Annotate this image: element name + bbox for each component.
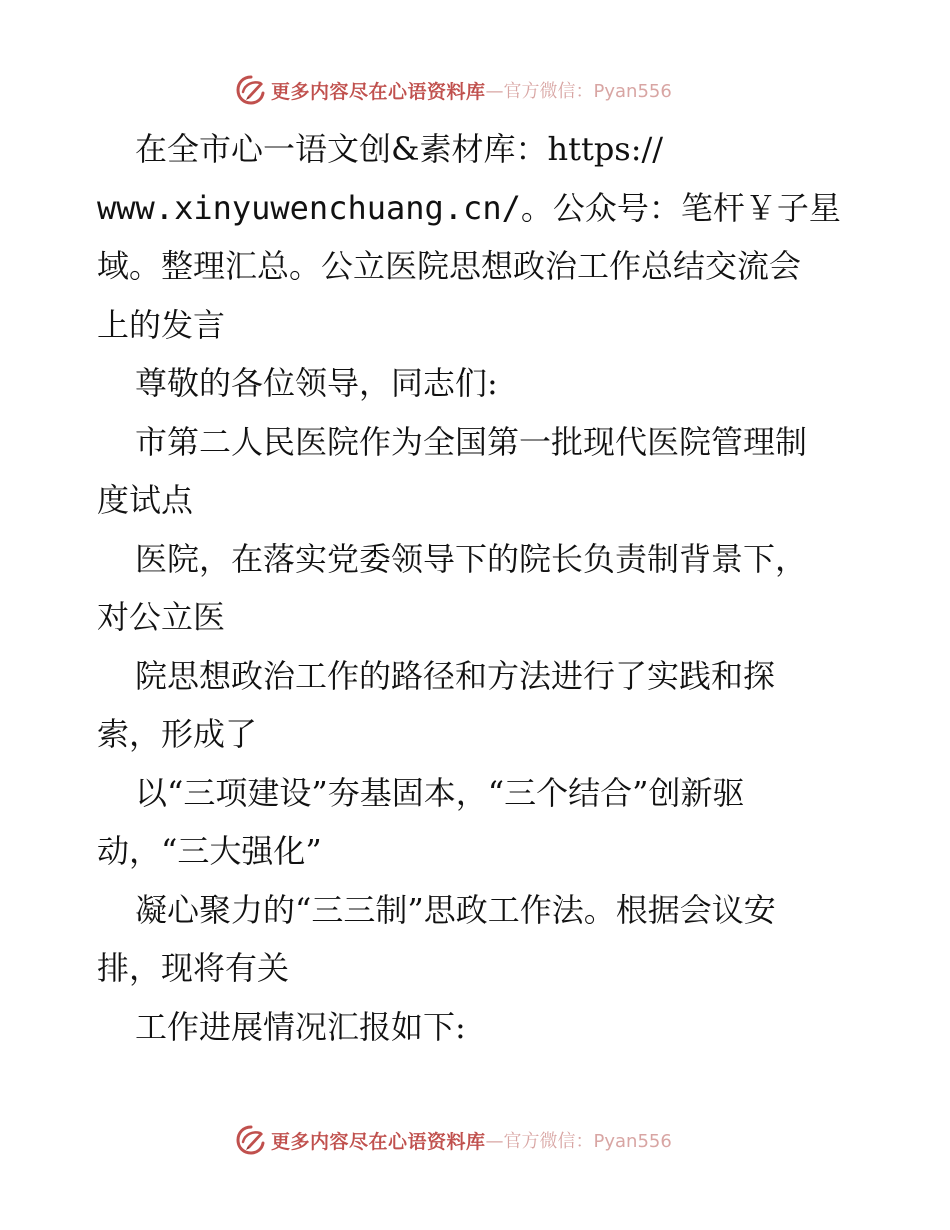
pen-nib-swirl-logo-icon xyxy=(235,74,267,106)
intro-line-1 xyxy=(97,120,857,179)
header-banner xyxy=(235,73,672,107)
paragraph-1-line-1: 市第二人民医院作为全国第一批现代医院管理制 xyxy=(135,422,808,461)
intro-text-2: 。公众号：笔杆￥子星 xyxy=(520,188,841,227)
paragraph-6-line-1: 工作进展情况汇报如下: xyxy=(135,1007,466,1046)
intro-text-1: 在全市心一语文创&素材库：https:// xyxy=(135,130,664,168)
banner-slogan: 更多内容尽在心语资料库 xyxy=(271,1130,486,1153)
intro-line-3: 域。整理汇总。公立医院思想政治工作总结交流会 xyxy=(97,247,802,285)
pen-nib-swirl-logo-icon xyxy=(235,1124,267,1156)
paragraph-4-line-1: 以“三项建设”夯基固本，“三个结合”创新驱 xyxy=(135,773,745,812)
paragraph-2-line-1: 医院，在落实党委领导下的院长负责制背景下， xyxy=(135,539,808,578)
banner-official-wechat: —官方微信：Pyan556 xyxy=(485,81,672,102)
banner-official-wechat: —官方微信：Pyan556 xyxy=(485,1131,672,1152)
greeting-line: 尊敬的各位领导，同志们: xyxy=(135,364,498,402)
paragraph-3-line-2: 索，形成了 xyxy=(97,715,258,753)
paragraph-3-line-1: 院思想政治工作的路径和方法进行了实践和探 xyxy=(135,656,776,695)
paragraph-5-line-1: 凝心聚力的“三三制”思政工作法。根据会议安 xyxy=(135,890,776,929)
intro-url-link[interactable]: www.xinyuwenchuang.cn/ xyxy=(97,188,521,227)
paragraph-1-line-2: 度试点 xyxy=(97,481,194,519)
banner-slogan: 更多内容尽在心语资料库 xyxy=(271,80,486,103)
document-body xyxy=(97,120,857,1056)
intro-line-4: 上的发言 xyxy=(97,305,226,344)
paragraph-5-line-2: 排，现将有关 xyxy=(97,949,290,987)
paragraph-2-line-2: 对公立医 xyxy=(97,598,226,636)
paragraph-4-line-2: 动，“三大强化” xyxy=(97,832,322,870)
intro-line-2 xyxy=(97,179,857,238)
footer-banner xyxy=(235,1123,672,1157)
